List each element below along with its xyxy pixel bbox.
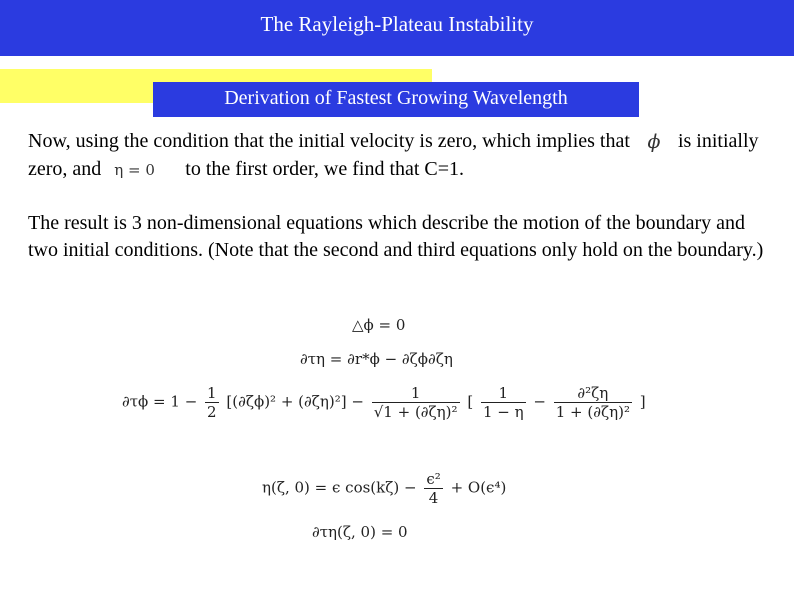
eq3-bracket-close: ]: [639, 392, 646, 411]
paragraph-initial-conditions: [28, 128, 768, 184]
eq3-bracket-open: [: [467, 392, 474, 411]
eq3-lhs: ∂τϕ = 1 −: [122, 392, 198, 411]
eq3-f2-den: √1 + (∂ζη)²: [373, 403, 458, 421]
paragraph-text-1a: Now, using the condition that the initial velocity is zero, which implies that: [28, 130, 630, 152]
paragraph-equations-description: The result is 3 non-dimensional equations which describe the motion of the boundary and two initial conditions. (Note that the second and third equations only hold on the boundary.): [28, 212, 764, 261]
paragraph-text-1c: to the first order, we find that C=1.: [185, 157, 465, 180]
eta-zero-symbol: η = 0: [114, 160, 155, 179]
eq3-f4-den: 1 + (∂ζη)²: [555, 403, 630, 421]
eq4-fraction: [424, 470, 442, 507]
equation-initial-velocity: ∂τη(ζ, 0) = 0: [312, 523, 408, 541]
equation-kinematic: ∂τη = ∂r*ϕ − ∂ζϕ∂ζη: [300, 350, 453, 368]
equation-bernoulli: [122, 384, 646, 421]
phi-symbol: ϕ: [647, 130, 661, 153]
eq4-frac-num: ϵ²: [426, 470, 441, 488]
eq3-f4-num: ∂²ζη: [554, 384, 632, 403]
eq4-rhs: + O(ϵ⁴): [450, 478, 507, 497]
eq3-f3-den: 1 − η: [482, 403, 524, 421]
equation-initial-shape: [262, 470, 506, 507]
eq3-f3-num: 1: [481, 384, 526, 403]
eq4-frac-den: 4: [428, 489, 439, 507]
eq3-sqrt-fraction: [372, 384, 460, 421]
slide-title-bar: [0, 0, 794, 56]
eq3-half-fraction: [205, 384, 219, 421]
eq3-f2-num: 1: [372, 384, 460, 403]
eq3-minus: −: [533, 392, 546, 411]
eq3-half-den: 2: [207, 403, 217, 421]
slide-title: The Rayleigh-Plateau Instability: [260, 12, 534, 36]
slide-subtitle: Derivation of Fastest Growing Wavelength: [153, 82, 639, 117]
eq4-lhs: η(ζ, 0) = ϵ cos(kζ) −: [262, 478, 417, 497]
eq3-eta-fraction: [481, 384, 526, 421]
equation-laplace: △ϕ = 0: [352, 316, 406, 334]
paragraph-text-1b: is initially zero, and: [28, 130, 759, 180]
eq3-mid: [(∂ζϕ)² + (∂ζη)²] −: [226, 392, 364, 411]
eq3-half-num: 1: [207, 384, 217, 402]
eq3-curvature-fraction: [554, 384, 632, 421]
